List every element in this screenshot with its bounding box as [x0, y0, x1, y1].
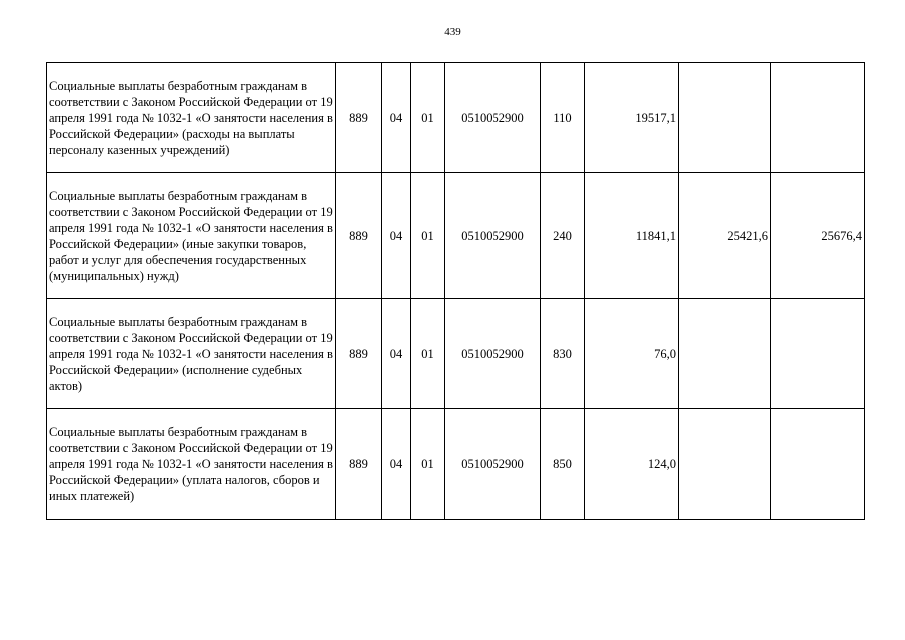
target-article-cell: 0510052900	[445, 409, 541, 520]
section-code-cell: 04	[382, 173, 411, 299]
ministry-code-cell: 889	[336, 63, 382, 173]
amount-3-cell	[771, 63, 865, 173]
description-cell: Социальные выплаты безработным гражданам в соответствии с Законом Российской Федерации от 19 апреля 1991 года № 1032-1 «О занятости населения в Российской Федерации» (расходы на выплаты персоналу казенных учреждений)	[47, 63, 336, 173]
description-cell: Социальные выплаты безработным гражданам в соответствии с Законом Российской Федерации от 19 апреля 1991 года № 1032-1 «О занятости населения в Российской Федерации» (уплата налогов, сборов и иных платежей)	[47, 409, 336, 520]
table-row	[47, 299, 865, 409]
amount-3-cell	[771, 299, 865, 409]
amount-2-cell	[679, 63, 771, 173]
amount-1-cell: 19517,1	[585, 63, 679, 173]
subsection-code-cell: 01	[411, 173, 445, 299]
budget-table	[46, 62, 865, 520]
amount-2-cell	[679, 409, 771, 520]
target-article-cell: 0510052900	[445, 299, 541, 409]
table-row	[47, 173, 865, 299]
expense-type-cell: 850	[541, 409, 585, 520]
target-article-cell: 0510052900	[445, 63, 541, 173]
target-article-cell: 0510052900	[445, 173, 541, 299]
ministry-code-cell: 889	[336, 173, 382, 299]
table-row	[47, 63, 865, 173]
amount-3-cell	[771, 409, 865, 520]
amount-2-cell	[679, 299, 771, 409]
expense-type-cell: 110	[541, 63, 585, 173]
subsection-code-cell: 01	[411, 299, 445, 409]
ministry-code-cell: 889	[336, 409, 382, 520]
amount-1-cell: 76,0	[585, 299, 679, 409]
amount-1-cell: 11841,1	[585, 173, 679, 299]
section-code-cell: 04	[382, 63, 411, 173]
table-row	[47, 409, 865, 520]
section-code-cell: 04	[382, 299, 411, 409]
amount-3-cell: 25676,4	[771, 173, 865, 299]
expense-type-cell: 830	[541, 299, 585, 409]
amount-1-cell: 124,0	[585, 409, 679, 520]
amount-2-cell: 25421,6	[679, 173, 771, 299]
expense-type-cell: 240	[541, 173, 585, 299]
subsection-code-cell: 01	[411, 63, 445, 173]
description-cell: Социальные выплаты безработным гражданам в соответствии с Законом Российской Федерации от 19 апреля 1991 года № 1032-1 «О занятости населения в Российской Федерации» (иные закупки товаров, работ и услуг для обеспечения государственных (муниципальных) нужд)	[47, 173, 336, 299]
description-cell: Социальные выплаты безработным гражданам в соответствии с Законом Российской Федерации от 19 апреля 1991 года № 1032-1 «О занятости населения в Российской Федерации» (исполнение судебных актов)	[47, 299, 336, 409]
section-code-cell: 04	[382, 409, 411, 520]
ministry-code-cell: 889	[336, 299, 382, 409]
page-number: 439	[444, 26, 461, 38]
subsection-code-cell: 01	[411, 409, 445, 520]
